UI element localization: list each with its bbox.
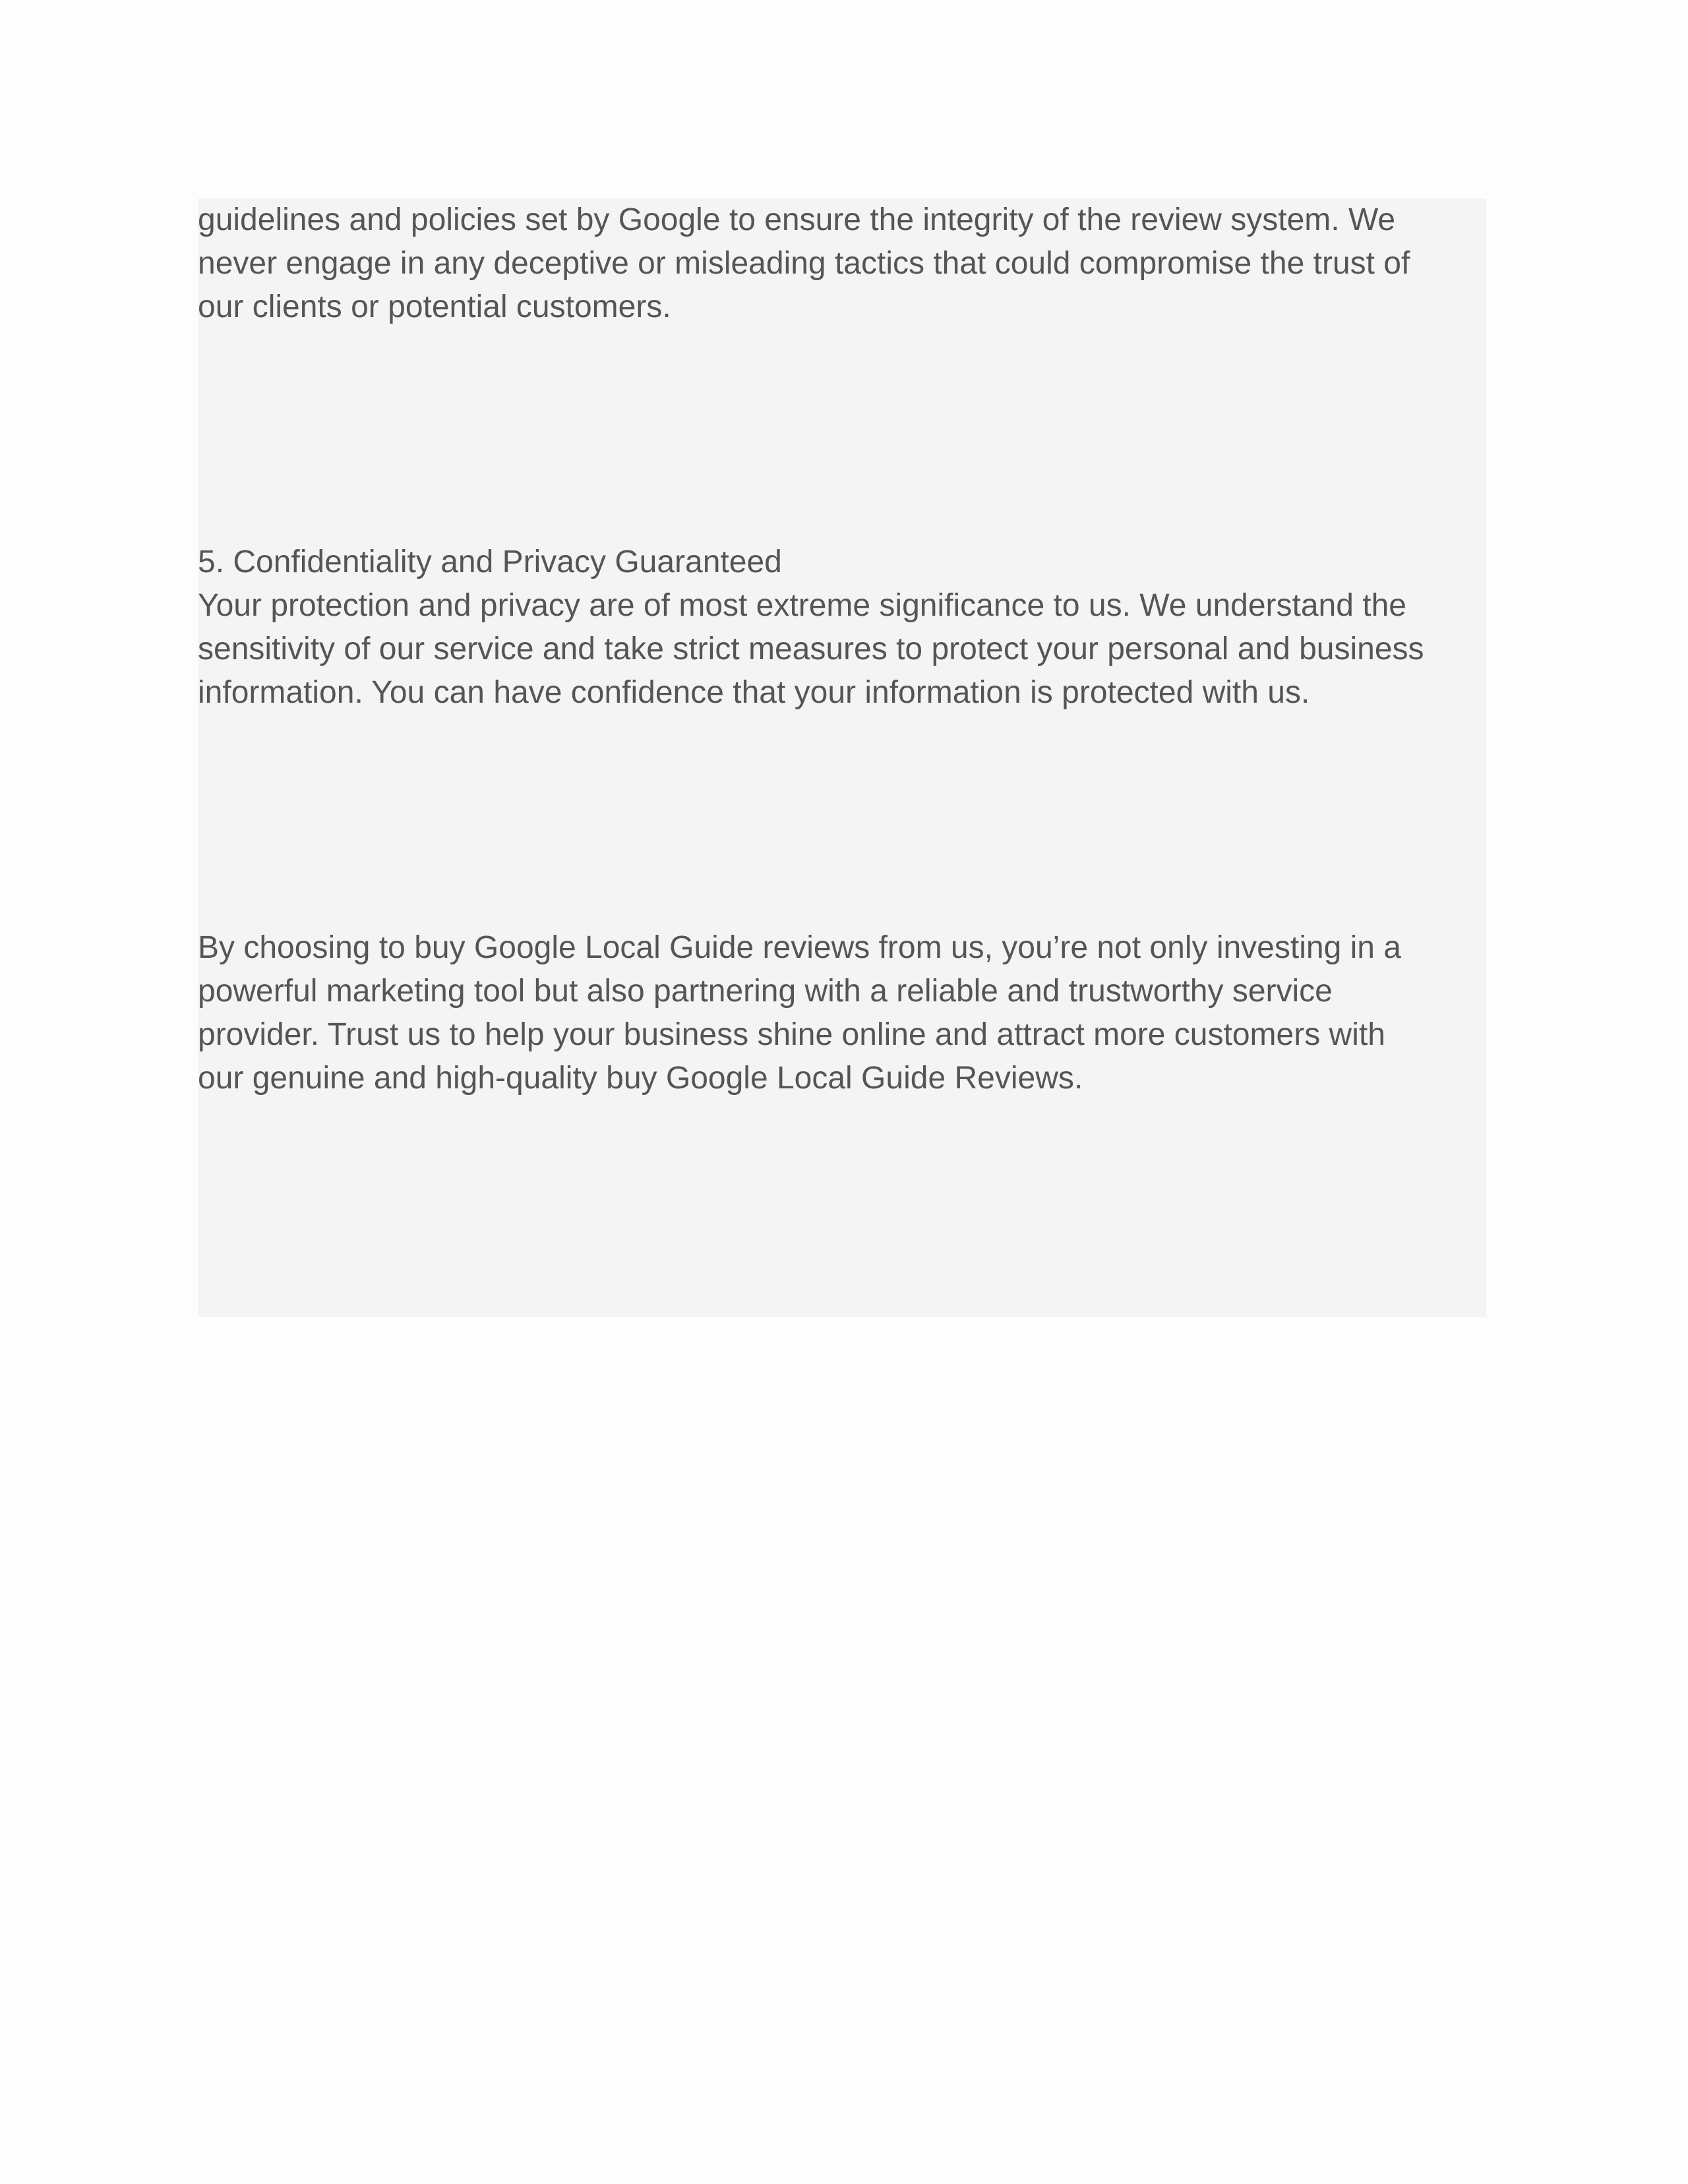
content-block (198, 198, 1486, 1317)
intro-paragraph-line: guidelines and policies set by Google to ensure the integrity of the review system. We (198, 202, 1396, 237)
closing-paragraph-line: provider. Trust us to help your business shine online and attract more customers with (198, 1017, 1385, 1052)
section-paragraph-line: sensitivity of our service and take strict measures to protect your personal and business (198, 632, 1424, 666)
section-paragraph-line: information. You can have confidence that your information is protected with us. (198, 675, 1310, 710)
closing-paragraph-line: powerful marketing tool but also partnering with a reliable and trustworthy service (198, 974, 1333, 1009)
section-paragraph-line: Your protection and privacy are of most extreme significance to us. We understand the (198, 588, 1406, 623)
closing-paragraph-line: our genuine and high-quality buy Google Local Guide Reviews. (198, 1061, 1083, 1096)
closing-paragraph-line: By choosing to buy Google Local Guide reviews from us, you’re not only investing in a (198, 930, 1401, 965)
intro-paragraph-line: our clients or potential customers. (198, 289, 671, 324)
section-heading: 5. Confidentiality and Privacy Guaranteed (198, 545, 782, 579)
intro-paragraph-line: never engage in any deceptive or misleading tactics that could compromise the trust of (198, 246, 1410, 281)
